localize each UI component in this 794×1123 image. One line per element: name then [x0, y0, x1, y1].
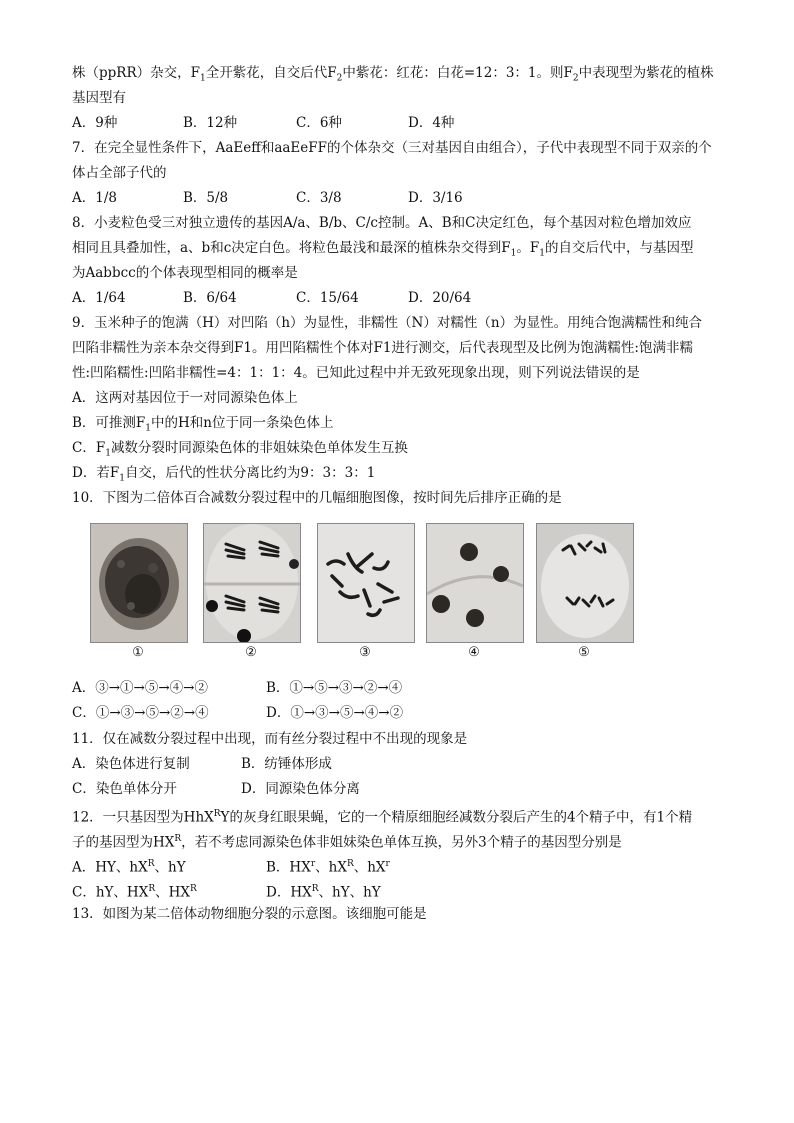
- q10-stem: 10．下图为二倍体百合减数分裂过程中的几幅细胞图像，按时间先后排序正确的是: [72, 490, 562, 506]
- q9-option-b: B．可推测$F_1$中的H和n位于同一条染色体上: [72, 415, 334, 434]
- q12-stem-line1: 12．一只基因型为HhX$^R$Y的灰身红眼果蝇，它的一个精原细胞经减数分裂后产生的4个精子中，有1个精: [72, 809, 693, 826]
- q12-stem-line2: 子的基因型为$HX^R$，若不考虑同源染色体非姐妹染色单体互换，另外3个精子的基因型分别是: [72, 834, 622, 851]
- q11-option-c: C．染色单体分开: [72, 781, 177, 797]
- q6-option-b: B．12种: [183, 115, 238, 131]
- q7-stem-line2: 体占全部子代的: [72, 165, 167, 181]
- q6-stem-line1: 株（ppRR）杂交，$F_1$全开紫花，自交后代$F_2$中紫花：红花：白花=12：3：1。则$F_2$中表现型为紫花的植株: [72, 65, 714, 84]
- q7-stem-line1: 7．在完全显性条件下，AaEeff和aaEeFF的个体杂交（三对基因自由组合），子代中表现型不同于双亲的个: [72, 140, 712, 156]
- q9-option-d: D．若$F_1$自交，后代的性状分离比约为9：3：3：1: [72, 465, 376, 484]
- q6-option-c: C．6种: [296, 115, 342, 131]
- q10-option-d: D．①→③→⑤→④→②: [266, 705, 404, 721]
- q10-option-b: B．①→⑤→③→②→④: [266, 680, 403, 696]
- caption-2: ②: [245, 645, 257, 660]
- q11-option-b: B．纺锤体形成: [241, 756, 332, 772]
- q9-stem-line3: 性:凹陷糯性:凹陷非糯性=4：1：1：4。已知此过程中并无致死现象出现，则下列说法错误的是: [72, 365, 640, 381]
- q12-option-d: D．$HX^R$、hY、hY: [266, 884, 381, 901]
- q11-option-d: D．同源染色体分离: [241, 781, 360, 797]
- micrograph-1: [90, 523, 188, 643]
- caption-4: ④: [468, 645, 480, 660]
- q8-option-b: B．6/64: [183, 290, 237, 306]
- q11-stem: 11．仅在减数分裂过程中出现，而有丝分裂过程中不出现的现象是: [72, 731, 468, 747]
- q11-option-a: A．染色体进行复制: [72, 756, 190, 772]
- q7-option-d: D．3/16: [408, 190, 463, 206]
- q12-option-a: A．HY、$hX^R$、hY: [72, 859, 186, 876]
- micrograph-2: [203, 523, 301, 643]
- q10-option-c: C．①→③→⑤→②→④: [72, 705, 209, 721]
- q9-stem-line2: 凹陷非糯性为亲本杂交得到F1。用凹陷糯性个体对F1进行测交，后代表现型及比例为饱满糯性:饱满非糯: [72, 340, 693, 356]
- caption-3: ③: [359, 645, 371, 660]
- q6-stem-line2: 基因型有: [72, 90, 126, 106]
- q13-stem: 13．如图为某二倍体动物细胞分裂的示意图。该细胞可能是: [72, 906, 427, 922]
- q8-stem-line2: 相同且具叠加性，a、b和c决定白色。将粒色最浅和最深的植株杂交得到$F_1$。$F_1$的自交后代中，与基因型: [72, 240, 694, 259]
- micrograph-3: [317, 523, 415, 643]
- q6-option-d: D．4种: [408, 115, 455, 131]
- q12-option-b: B．$HX^r$、$hX^R$、$hX^r$: [266, 859, 390, 876]
- cell-micrograph-figure: [90, 523, 635, 663]
- q8-stem-line1: 8．小麦粒色受三对独立遗传的基因A/a、B/b、C/c控制。A、B和C决定红色，每个基因对粒色增加效应: [72, 215, 692, 231]
- q8-option-a: A．1/64: [72, 290, 126, 306]
- q6-option-a: A．9种: [72, 115, 118, 131]
- q10-option-a: A．③→①→⑤→④→②: [72, 680, 208, 696]
- q12-option-c: C．hY、$HX^R$、$HX^R$: [72, 884, 197, 901]
- q8-option-c: C．15/64: [296, 290, 359, 306]
- micrograph-4: [426, 523, 524, 643]
- caption-5: ⑤: [578, 645, 590, 660]
- q9-option-c: C．$F_1$减数分裂时同源染色体的非姐妹染色单体发生互换: [72, 440, 408, 459]
- q9-stem-line1: 9．玉米种子的饱满（H）对凹陷（h）为显性，非糯性（N）对糯性（n）为显性。用纯合饱满糯性和纯合: [72, 315, 703, 331]
- q7-option-b: B．5/8: [183, 190, 229, 206]
- q9-option-a: A．这两对基因位于一对同源染色体上: [72, 390, 298, 406]
- caption-1: ①: [132, 645, 144, 660]
- q8-stem-line3: 为Aabbcc的个体表现型相同的概率是: [72, 265, 298, 281]
- q8-option-d: D．20/64: [408, 290, 472, 306]
- q7-option-c: C．3/8: [296, 190, 342, 206]
- micrograph-5: [536, 523, 634, 643]
- q7-option-a: A．1/8: [72, 190, 117, 206]
